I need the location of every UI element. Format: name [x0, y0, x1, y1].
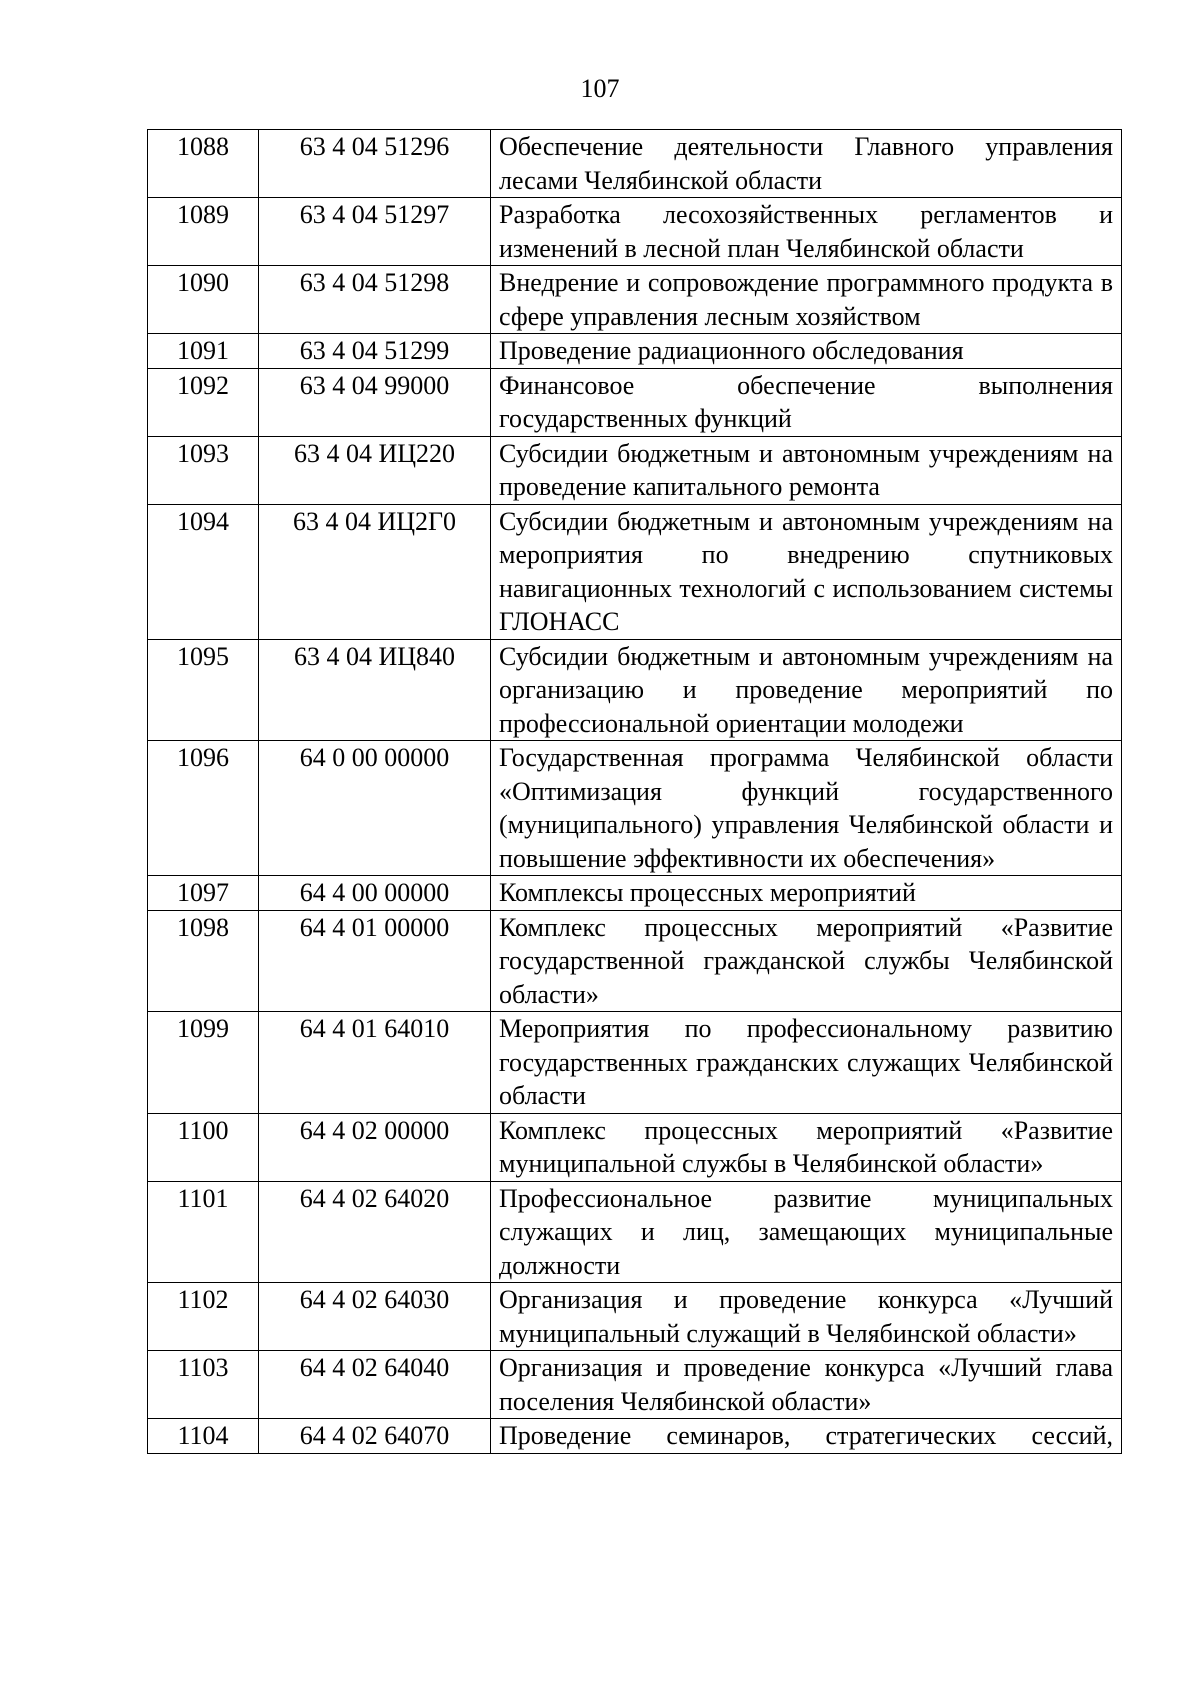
row-code: 64 0 00 00000: [259, 741, 491, 876]
row-name: Организация и проведение конкурса «Лучший глава поселения Челябинской области»: [491, 1351, 1122, 1419]
row-number: 1091: [148, 334, 259, 369]
table-row: [148, 130, 1122, 198]
row-code: 63 4 04 51297: [259, 198, 491, 266]
table-row: [148, 1012, 1122, 1114]
row-number: 1089: [148, 198, 259, 266]
row-number: 1096: [148, 741, 259, 876]
row-code: 63 4 04 99000: [259, 368, 491, 436]
table-row: [148, 504, 1122, 639]
row-name: Комплекс процессных мероприятий «Развитие муниципальной службы в Челябинской области»: [491, 1113, 1122, 1181]
row-number: 1097: [148, 876, 259, 911]
row-code: 64 4 02 64070: [259, 1419, 491, 1454]
row-number: 1103: [148, 1351, 259, 1419]
row-name: Мероприятия по профессиональному развитию государственных гражданских служащих Челябинской области: [491, 1012, 1122, 1114]
row-code: 63 4 04 ИЦ220: [259, 436, 491, 504]
page-number: 107: [580, 74, 620, 103]
table-row: [148, 436, 1122, 504]
table-row: [148, 266, 1122, 334]
budget-codes-table: [147, 129, 1122, 1454]
row-code: 64 4 01 64010: [259, 1012, 491, 1114]
row-code: 64 4 01 00000: [259, 910, 491, 1012]
row-number: 1092: [148, 368, 259, 436]
table-row: [148, 639, 1122, 741]
row-number: 1093: [148, 436, 259, 504]
row-code: 64 4 02 64030: [259, 1283, 491, 1351]
row-name: Проведение радиационного обследования: [491, 334, 1122, 369]
row-name: Проведение семинаров, стратегических сессий,: [491, 1419, 1122, 1454]
row-name: Организация и проведение конкурса «Лучший муниципальный служащий в Челябинской области»: [491, 1283, 1122, 1351]
row-name: Субсидии бюджетным и автономным учреждениям на мероприятия по внедрению спутниковых навигационных технологий с использованием системы ГЛОНАСС: [491, 504, 1122, 639]
row-number: 1100: [148, 1113, 259, 1181]
row-number: 1104: [148, 1419, 259, 1454]
table-row: [148, 368, 1122, 436]
table-row: [148, 1351, 1122, 1419]
table-row: [148, 876, 1122, 911]
row-name: Субсидии бюджетным и автономным учреждениям на организацию и проведение мероприятий по профессиональной ориентации молодежи: [491, 639, 1122, 741]
row-code: 63 4 04 ИЦ2Г0: [259, 504, 491, 639]
row-name: Обеспечение деятельности Главного управления лесами Челябинской области: [491, 130, 1122, 198]
row-number: 1090: [148, 266, 259, 334]
row-code: 64 4 02 64020: [259, 1181, 491, 1283]
table-row: [148, 1113, 1122, 1181]
row-name: Внедрение и сопровождение программного продукта в сфере управления лесным хозяйством: [491, 266, 1122, 334]
row-number: 1095: [148, 639, 259, 741]
row-number: 1088: [148, 130, 259, 198]
row-code: 64 4 02 00000: [259, 1113, 491, 1181]
row-name: Финансовое обеспечение выполнения государственных функций: [491, 368, 1122, 436]
row-name: Профессиональное развитие муниципальных служащих и лиц, замещающих муниципальные должности: [491, 1181, 1122, 1283]
row-code: 64 4 02 64040: [259, 1351, 491, 1419]
row-code: 63 4 04 51298: [259, 266, 491, 334]
row-name: Разработка лесохозяйственных регламентов и изменений в лесной план Челябинской области: [491, 198, 1122, 266]
table-row: [148, 1419, 1122, 1454]
table-row: [148, 910, 1122, 1012]
row-number: 1099: [148, 1012, 259, 1114]
row-number: 1094: [148, 504, 259, 639]
row-code: 63 4 04 51299: [259, 334, 491, 369]
row-number: 1098: [148, 910, 259, 1012]
table-row: [148, 1283, 1122, 1351]
table-row: [148, 1181, 1122, 1283]
row-number: 1101: [148, 1181, 259, 1283]
row-name: Субсидии бюджетным и автономным учреждениям на проведение капитального ремонта: [491, 436, 1122, 504]
row-code: 64 4 00 00000: [259, 876, 491, 911]
table-row: [148, 334, 1122, 369]
row-name: Комплексы процессных мероприятий: [491, 876, 1122, 911]
table-body: [148, 130, 1122, 1454]
row-name: Государственная программа Челябинской области «Оптимизация функций государственного (муниципального) управления Челябинской области и повышение эффективности их обеспечения»: [491, 741, 1122, 876]
table-row: [148, 198, 1122, 266]
row-name: Комплекс процессных мероприятий «Развитие государственной гражданской службы Челябинской области»: [491, 910, 1122, 1012]
row-code: 63 4 04 51296: [259, 130, 491, 198]
table-row: [148, 741, 1122, 876]
row-code: 63 4 04 ИЦ840: [259, 639, 491, 741]
row-number: 1102: [148, 1283, 259, 1351]
